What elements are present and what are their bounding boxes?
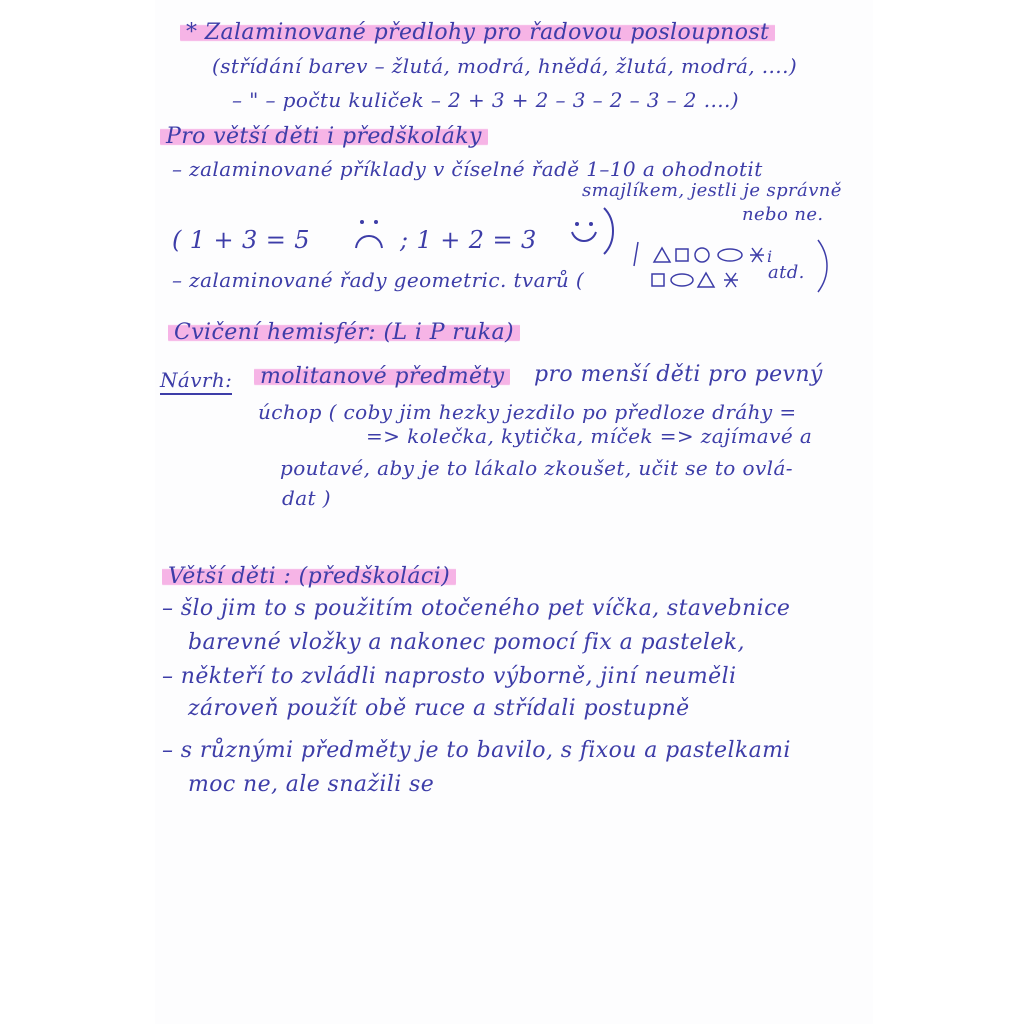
section-heading-older-kids: Pro větší děti i předškoláky [160, 124, 488, 149]
sad-face-icon [352, 216, 386, 252]
text-line: moc ne, ale snažili se [188, 772, 435, 797]
text-line: – někteří to zvládli naprosto výborně, jiní neuměli [162, 664, 737, 689]
heading-laminated-templates: * Zalaminované předlohy pro řadovou posloupnost [180, 20, 775, 45]
text-line: dat ) [282, 486, 331, 510]
text-line: atd. [768, 262, 805, 283]
text-line: úchop ( coby jim hezky jezdilo po předloze dráhy = [258, 400, 797, 424]
closing-paren [600, 206, 618, 256]
text-line: smajlíkem, jestli je správně [582, 180, 842, 201]
text-line: zároveň použít obě ruce a střídali postupně [188, 696, 690, 721]
text-line: – " – počtu kuliček – 2 + 3 + 2 – 3 – 2 – 3 – 2 ....) [232, 88, 739, 112]
text-line: barevné vložky a nakonec pomocí fix a pastelek, [188, 630, 745, 655]
text-line: – zalaminované řady geometric. tvarů ( [172, 268, 585, 292]
text-line: – zalaminované příklady v číselné řadě 1–10 a ohodnotit [172, 157, 763, 181]
foam-objects-highlight: molitanové předměty [254, 364, 510, 389]
text-line: – šlo jim to s použitím otočeného pet víčka, stavebnice [162, 596, 791, 621]
svg-text:i: i [767, 247, 773, 266]
text-line: => kolečka, kytička, míček => zajímavé a [366, 424, 813, 448]
smiley-face-icon [566, 214, 602, 248]
example-wrong: ( 1 + 3 = 5 [172, 226, 310, 254]
section-heading-preschoolers: Větší děti : (předškoláci) [162, 564, 456, 589]
text-line: (střídání barev – žlutá, modrá, hnědá, žlutá, modrá, ....) [212, 54, 798, 78]
notebook-page [155, 0, 873, 1024]
text-line: – s různými předměty je to bavilo, s fixou a pastelkami [162, 738, 791, 763]
section-heading-hemispheres: Cvičení hemisfér: (L i P ruka) [168, 320, 520, 345]
text-line: pro menší děti pro pevný [534, 362, 823, 387]
text-line: poutavé, aby je to lákalo zkoušet, učit se to ovlá- [280, 456, 793, 480]
example-correct: ; 1 + 2 = 3 [400, 226, 537, 254]
proposal-label: Návrh: [160, 368, 232, 392]
text-line: nebo ne. [742, 204, 824, 225]
